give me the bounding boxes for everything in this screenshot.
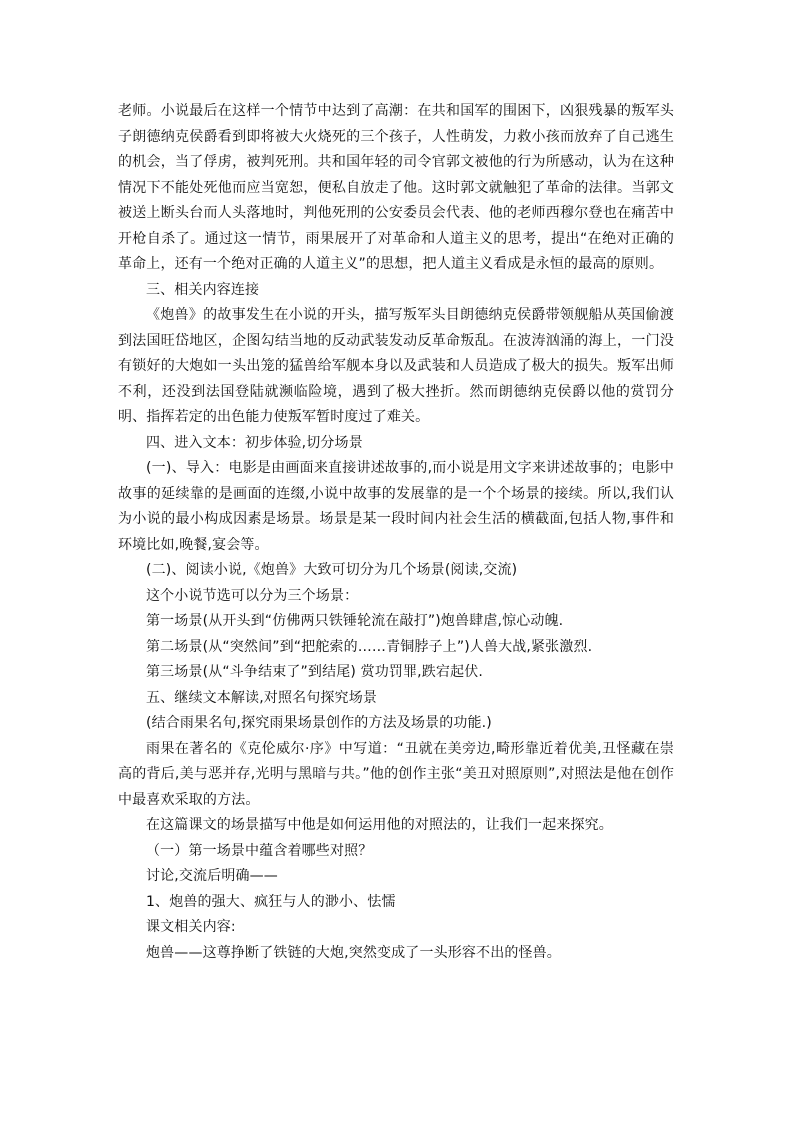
paragraph-hugo-note: (结合雨果名句,探究雨果场景创作的方法及场景的功能.) [146,715,492,731]
document-body [118,99,674,966]
paragraph-explore-contrast: 在这篇课文的场景描写中他是如何运用他的对照法的，让我们一起来探究。 [146,817,613,833]
list-item-contrast-one: 1、炮兽的强大、疯狂与人的渺小、怯懦 [146,893,396,910]
section-heading-enter-text: 四、进入文本：初步体验,切分场景 [146,434,363,451]
paragraph-three-scenes: 这个小说节选可以分为三个场景： [146,587,359,604]
paragraph-related-content-label: 课文相关内容: [146,919,236,935]
paragraph-cannon-beast: 炮兽——这尊挣断了铁链的大炮,突然变成了一头形容不出的怪兽。 [146,944,561,961]
paragraph-first-scene-question: （一）第一场景中蕴含着哪些对照？ [146,842,373,859]
paragraph-introduction: (一)、导入：电影是由画面来直接讲述故事的,而小说是用文字来讲述故事的；电影中故事的延续靠的是画面的连缀,小说中故事的发展靠的是一个个场景的接续。所以,我们认为小说的最小构成因素是场景。场景是某一段时间内社会生活的横截面,包括人物,事件和环境比如,晚餐,宴会等。 [118,460,674,553]
section-heading-related-content: 三、相关内容连接 [146,281,260,298]
list-item-scene-three: 第三场景(从“斗争结束了”到结尾) 赏功罚罪,跌宕起伏. [146,664,483,680]
paragraph-scene-division-question: (二)、阅读小说,《炮兽》大致可切分为几个场景(阅读,交流) [146,562,518,578]
paragraph-hugo-quote: 雨果在著名的《克伦威尔·序》中写道：“丑就在美旁边,畸形靠近着优美,丑怪藏在崇高的背后,美与恶并存,光明与黑暗与共。”他的创作主张“美丑对照原则”,对照法是他在创作中最喜欢采取的方法。 [118,740,674,808]
list-item-scene-one: 第一场景(从开头到“仿佛两只铁锤轮流在敲打”)炮兽肆虐,惊心动魄. [146,613,564,629]
paragraph-discussion: 讨论,交流后明确—— [146,868,278,884]
list-item-scene-two: 第二场景(从“突然间”到“把舵索的……青铜脖子上”)人兽大战,紧张激烈. [146,638,593,655]
paragraph-story-background: 《炮兽》的故事发生在小说的开头，描写叛军头目朗德纳克侯爵带领舰船从英国偷渡到法国旺岱地区，企图勾结当地的反动武装发动反革命叛乱。在波涛汹涌的海上，一门没有锁好的大炮如一头出笼的猛兽给军舰本身以及武装和人员造成了极大的损失。叛军出师不利，还没到法国登陆就濒临险境，遇到了极大挫折。然而朗德纳克侯爵以他的赏罚分明、指挥若定的出色能力使叛军暂时度过了难关。 [118,307,674,425]
section-heading-continue-reading: 五、继续文本解读,对照名句探究场景 [146,689,377,706]
paragraph-plot-climax: 老师。小说最后在这样一个情节中达到了高潮：在共和国军的围困下，凶狠残暴的叛军头子朗德纳克侯爵看到即将被大火烧死的三个孩子，人性萌发，力救小孩而放弃了自己逃生的机会，当了俘虏，被判死刑。共和国年轻的司令官郭文被他的行为所感动，认为在这种情况下不能处死他而应当宽恕，便私自放走了他。这时郭文就触犯了革命的法律。当郭文被送上断头台而人头落地时，判他死刑的公安委员会代表、他的老师西穆尔登也在痛苦中开枪自杀了。通过这一情节，雨果展开了对革命和人道主义的思考，提出“在绝对正确的革命上，还有一个绝对正确的人道主义”的思想，把人道主义看成是永恒的最高的原则。 [118,103,674,272]
